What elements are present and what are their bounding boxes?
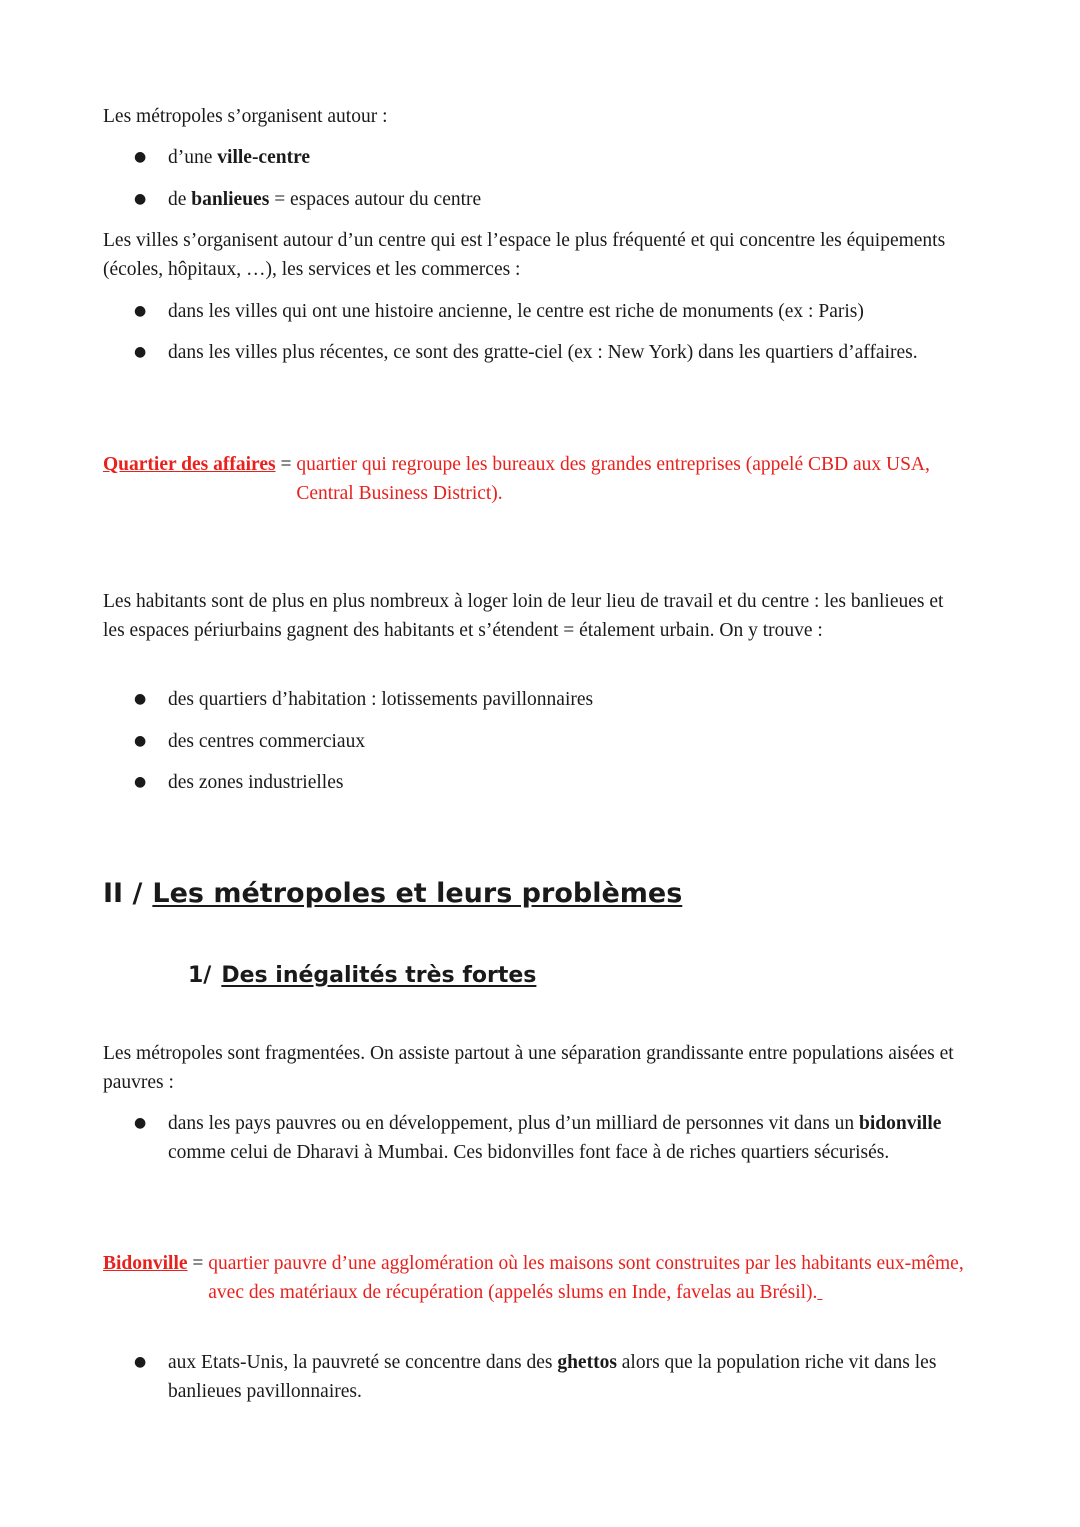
- keyword: ghettos: [557, 1352, 617, 1373]
- keyword: bidonville: [859, 1113, 942, 1134]
- list-item: [134, 727, 968, 756]
- list-item: [134, 768, 968, 797]
- bullet-icon: ●: [134, 691, 147, 707]
- list-item: [134, 338, 928, 367]
- list-item: [134, 143, 968, 172]
- list-item-text: de: [168, 189, 192, 210]
- list-item-text: alors que la population riche vit dans les banlieues pavillonnaires.: [168, 1352, 937, 1402]
- definition-text: quartier pauvre d’une agglomération où les maisons sont construites par les habitants eux-même, avec des matériaux de récupération (appelés slums en Inde, favelas au Brésil).: [208, 1253, 964, 1303]
- definition-text: quartier qui regroupe les bureaux des grandes entreprises (appelé CBD aux USA, Central Business District).: [296, 454, 930, 504]
- definition-separator: =: [187, 1253, 209, 1274]
- list-item-text: aux Etats-Unis, la pauvreté se concentre dans des: [168, 1352, 558, 1373]
- list-item-text: d’une: [168, 147, 218, 168]
- definition-quartier-affaires: [103, 450, 983, 508]
- keyword: ville-centre: [217, 147, 311, 168]
- list-item-text: dans les villes qui ont une histoire ancienne, le centre est riche de monuments (ex : Paris): [168, 301, 864, 322]
- definition-trailing: [817, 1282, 822, 1303]
- definition-bidonville: [103, 1249, 973, 1307]
- list-item-text: dans les villes plus récentes, ce sont des gratte-ciel (ex : New York) dans les quartiers d’affaires.: [168, 342, 918, 363]
- subsection-title: Des inégalités très fortes: [221, 963, 537, 988]
- periurbain-paragraph: Les habitants sont de plus en plus nombreux à loger loin de leur lieu de travail et du centre : les banlieues et les espaces périurbains gagnent des habitants et s’étendent = étalement urbain. On y trouve :: [103, 591, 944, 641]
- list-item: [134, 1109, 948, 1167]
- bullet-icon: ●: [134, 191, 147, 207]
- bullet-icon: ●: [134, 774, 147, 790]
- list-item: [134, 1348, 968, 1406]
- definition-text-wrap: [208, 1249, 973, 1307]
- definition-term: Bidonville: [103, 1253, 188, 1274]
- keyword: banlieues: [191, 189, 270, 210]
- list-item: [134, 297, 968, 326]
- section-number: II /: [103, 878, 143, 909]
- bullet-icon: ●: [134, 303, 147, 319]
- list-item-text: comme celui de Dharavi à Mumbai. Ces bidonvilles font face à de riches quartiers sécurisés.: [168, 1142, 890, 1163]
- definition-term-wrap: [103, 1249, 208, 1307]
- inegalites-paragraph: Les métropoles sont fragmentées. On assiste partout à une séparation grandissante entre populations aisées et pauvres :: [103, 1043, 954, 1093]
- definition-separator: =: [275, 454, 297, 475]
- subsection-number: 1/: [188, 963, 212, 988]
- list-item-text: = espaces autour du centre: [269, 189, 482, 210]
- list-item-text: des centres commerciaux: [168, 731, 366, 752]
- list-item-text: des quartiers d’habitation : lotissements pavillonnaires: [168, 689, 594, 710]
- section-title: Les métropoles et leurs problèmes: [152, 878, 683, 909]
- intro-paragraph: Les métropoles s’organisent autour :: [103, 106, 388, 127]
- definition-term: Quartier des affaires: [103, 454, 276, 475]
- list-item-text: des zones industrielles: [168, 772, 344, 793]
- subsection-heading: [188, 960, 536, 992]
- list-item: [134, 685, 968, 714]
- bullet-icon: ●: [134, 733, 147, 749]
- definition-term-wrap: [103, 450, 296, 508]
- centre-paragraph: Les villes s’organisent autour d’un centre qui est l’espace le plus fréquenté et qui concentre les équipements (écoles, hôpitaux, …), les services et les commerces :: [103, 230, 946, 280]
- bullet-icon: ●: [134, 1115, 147, 1131]
- bullet-icon: ●: [134, 1354, 147, 1370]
- bullet-icon: ●: [134, 149, 147, 165]
- list-item-text: dans les pays pauvres ou en développement, plus d’un milliard de personnes vit dans un: [168, 1113, 860, 1134]
- bullet-icon: ●: [134, 344, 147, 360]
- section-heading: [103, 876, 682, 912]
- list-item: [134, 185, 968, 214]
